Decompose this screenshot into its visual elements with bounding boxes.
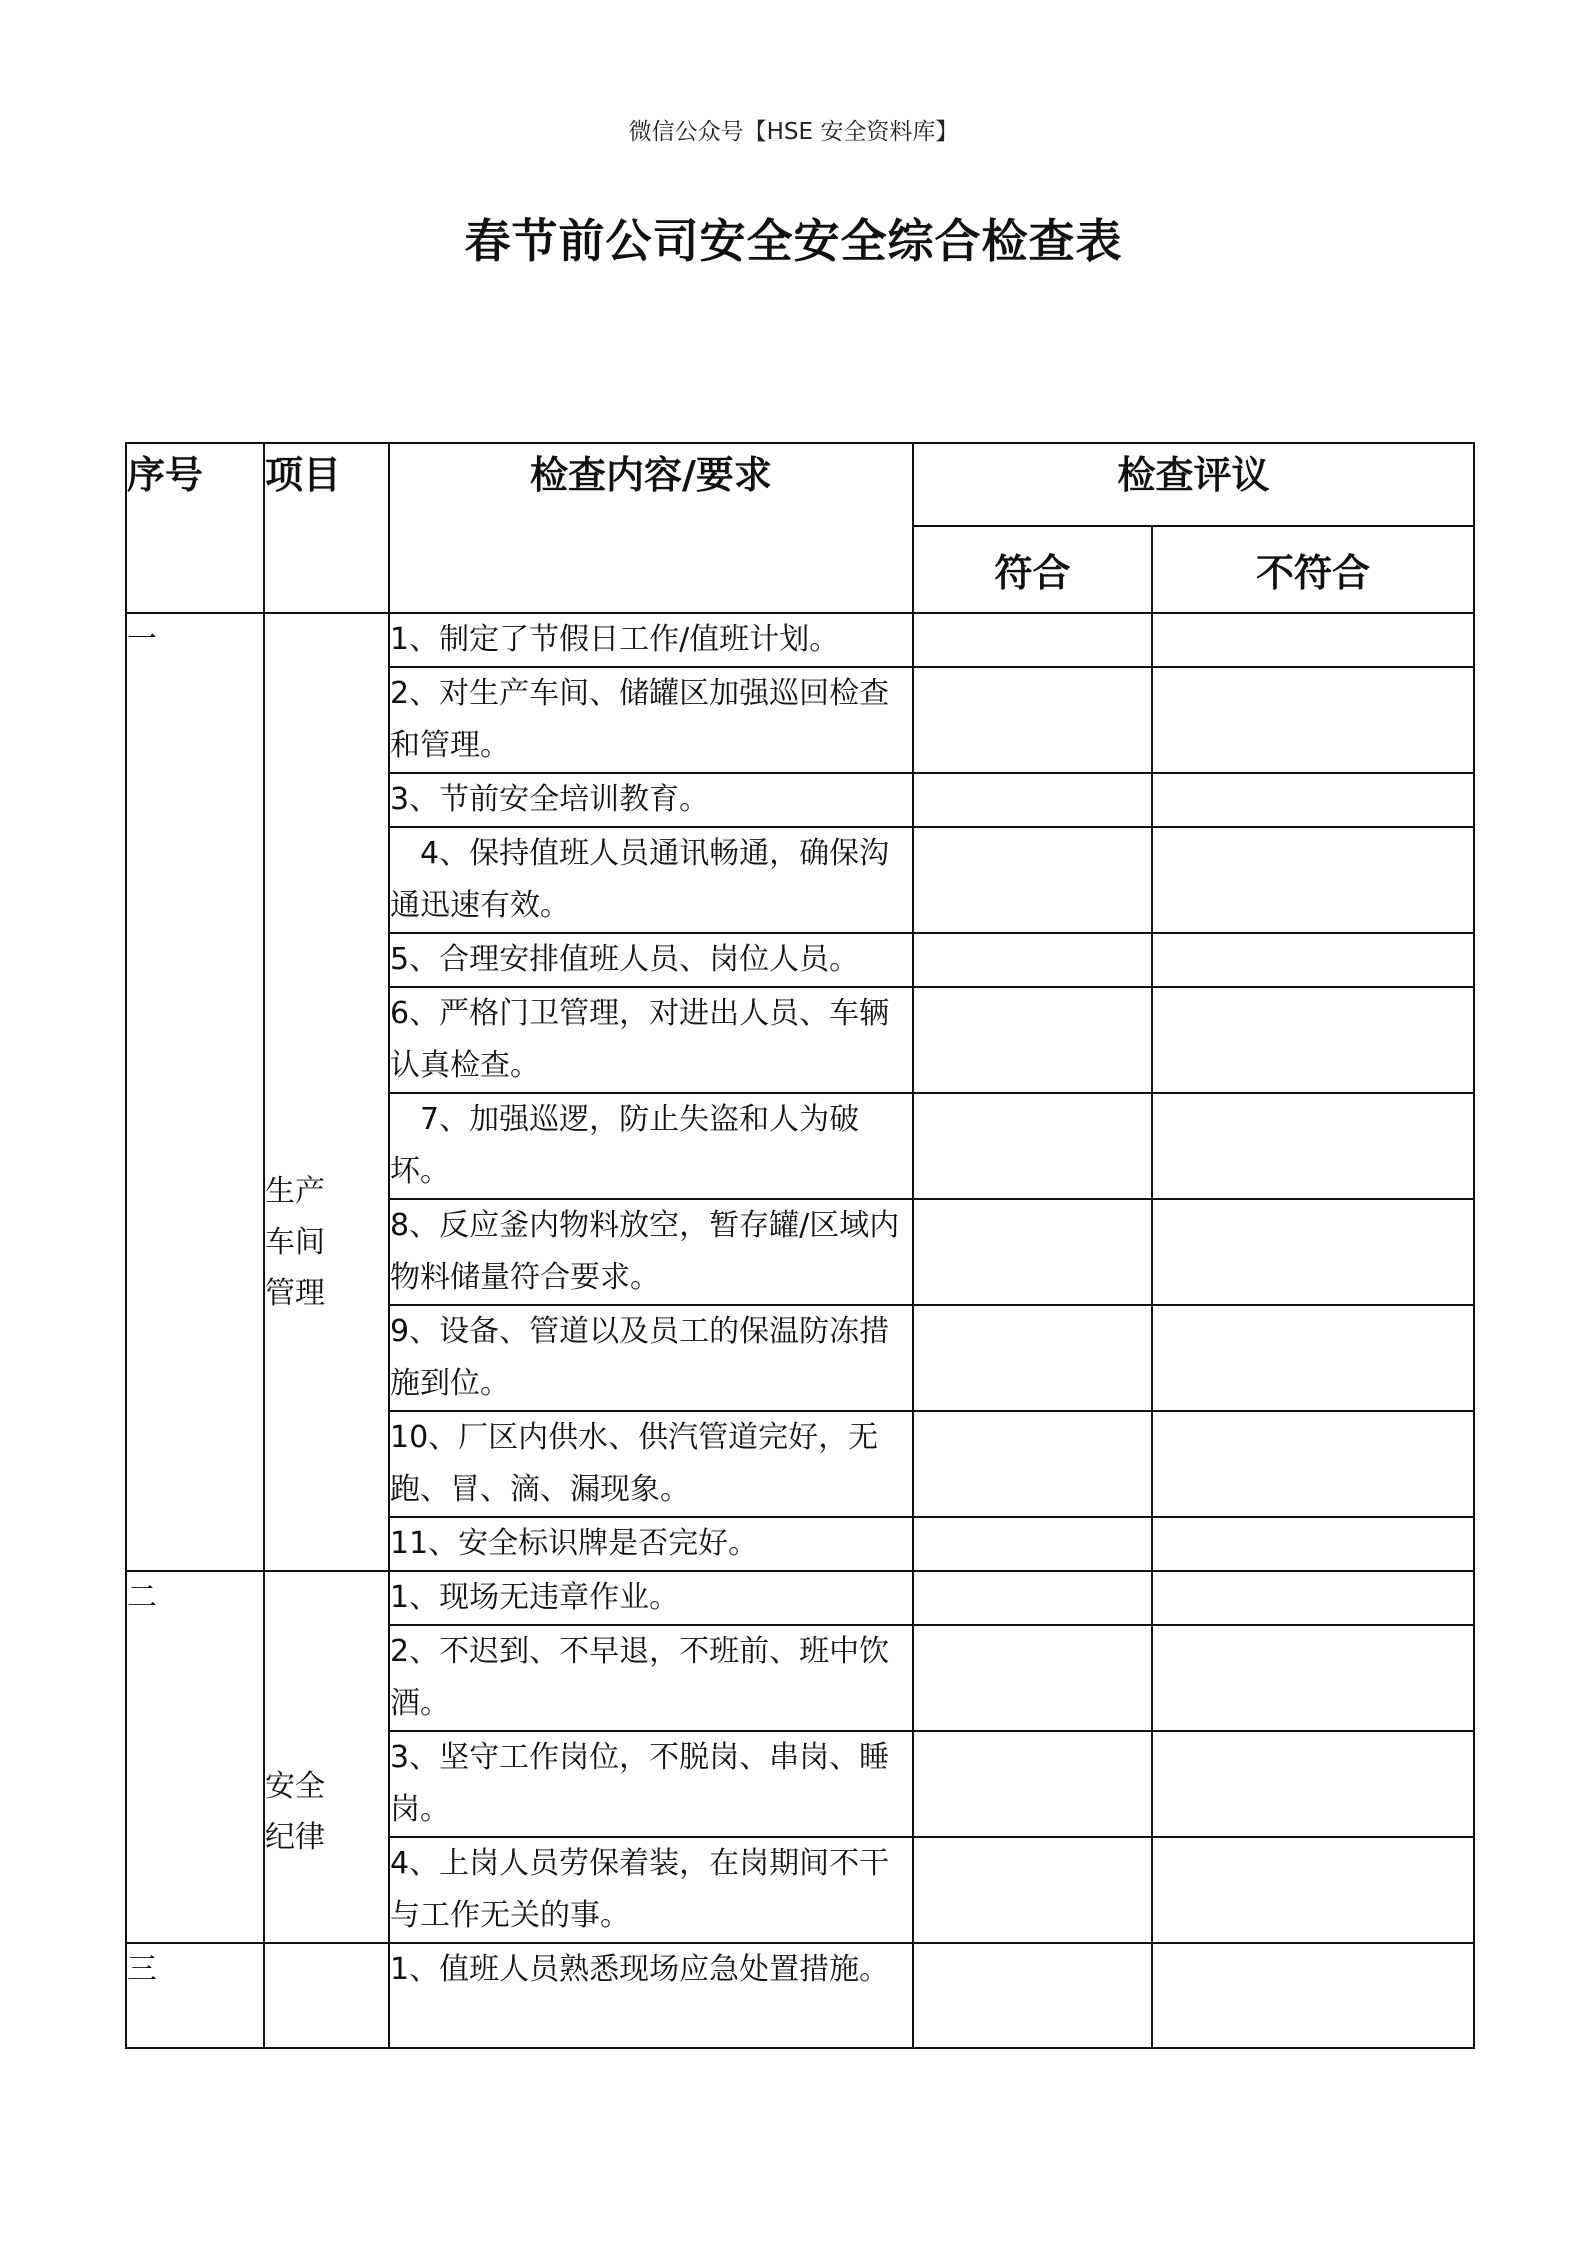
nonconform-cell[interactable] (1152, 1625, 1474, 1731)
check-item: 4、保持值班人员通讯畅通，确保沟通迅速有效。 (389, 827, 913, 933)
table-row (126, 1943, 1474, 2048)
nonconform-cell[interactable] (1152, 667, 1474, 773)
section-seq: 三 (126, 1943, 264, 2048)
category-line: 纪律 (265, 1820, 325, 1855)
nonconform-cell[interactable] (1152, 1411, 1474, 1517)
check-item: 1、现场无违章作业。 (389, 1571, 913, 1625)
page-title: 春节前公司安全安全综合检查表 (464, 214, 1123, 268)
section-category (264, 1571, 389, 1943)
section-seq: 二 (126, 1571, 264, 1943)
section-category (264, 613, 389, 1571)
check-item: 3、节前安全培训教育。 (389, 773, 913, 827)
check-item: 9、设备、管道以及员工的保温防冻措施到位。 (389, 1305, 913, 1411)
category-line: 安全 (265, 1769, 325, 1804)
header-note: 微信公众号【HSE 安全资料库】 (628, 119, 959, 145)
check-item: 2、不迟到、不早退，不班前、班中饮酒。 (389, 1625, 913, 1731)
nonconform-cell[interactable] (1152, 827, 1474, 933)
conform-cell[interactable] (913, 933, 1152, 987)
section-category (264, 1943, 389, 2048)
conform-cell[interactable] (913, 613, 1152, 667)
conform-cell[interactable] (913, 1943, 1152, 2048)
header-project: 项目 (264, 443, 389, 613)
check-item: 7、加强巡逻，防止失盗和人为破坏。 (389, 1093, 913, 1199)
conform-cell[interactable] (913, 1625, 1152, 1731)
inspection-table (125, 442, 1475, 2049)
check-item: 6、严格门卫管理，对进出人员、车辆认真检查。 (389, 987, 913, 1093)
nonconform-cell[interactable] (1152, 1571, 1474, 1625)
conform-cell[interactable] (913, 987, 1152, 1093)
check-item: 1、值班人员熟悉现场应急处置措施。 (389, 1943, 913, 2048)
nonconform-cell[interactable] (1152, 1517, 1474, 1571)
check-item: 8、反应釜内物料放空，暂存罐/区域内物料储量符合要求。 (389, 1199, 913, 1305)
category-line: 车间 (265, 1224, 325, 1260)
conform-cell[interactable] (913, 773, 1152, 827)
check-item: 3、坚守工作岗位，不脱岗、串岗、睡岗。 (389, 1731, 913, 1837)
nonconform-cell[interactable] (1152, 933, 1474, 987)
conform-cell[interactable] (913, 667, 1152, 773)
check-item: 10、厂区内供水、供汽管道完好，无跑、冒、滴、漏现象。 (389, 1411, 913, 1517)
conform-cell[interactable] (913, 1837, 1152, 1943)
nonconform-cell[interactable] (1152, 1837, 1474, 1943)
check-item: 2、对生产车间、储罐区加强巡回检查和管理。 (389, 667, 913, 773)
nonconform-cell[interactable] (1152, 1199, 1474, 1305)
header-content: 检查内容/要求 (389, 443, 913, 613)
check-item: 5、合理安排值班人员、岗位人员。 (389, 933, 913, 987)
check-item: 1、制定了节假日工作/值班计划。 (389, 613, 913, 667)
table-row (126, 1571, 1474, 1625)
section-seq: 一 (126, 613, 264, 1571)
conform-cell[interactable] (913, 1199, 1152, 1305)
header-nonconform: 不符合 (1152, 526, 1474, 613)
nonconform-cell[interactable] (1152, 1305, 1474, 1411)
conform-cell[interactable] (913, 1517, 1152, 1571)
conform-cell[interactable] (913, 1411, 1152, 1517)
nonconform-cell[interactable] (1152, 987, 1474, 1093)
nonconform-cell[interactable] (1152, 773, 1474, 827)
header-conform: 符合 (913, 526, 1152, 613)
nonconform-cell[interactable] (1152, 1943, 1474, 2048)
table-row (126, 613, 1474, 667)
header-review: 检查评议 (913, 443, 1474, 526)
category-line: 生产 (265, 1173, 325, 1209)
conform-cell[interactable] (913, 1305, 1152, 1411)
conform-cell[interactable] (913, 827, 1152, 933)
conform-cell[interactable] (913, 1093, 1152, 1199)
conform-cell[interactable] (913, 1731, 1152, 1837)
nonconform-cell[interactable] (1152, 613, 1474, 667)
nonconform-cell[interactable] (1152, 1093, 1474, 1199)
check-item: 4、上岗人员劳保着装，在岗期间不干与工作无关的事。 (389, 1837, 913, 1943)
header-seq: 序号 (126, 443, 264, 613)
check-item: 11、安全标识牌是否完好。 (389, 1517, 913, 1571)
category-line: 管理 (265, 1275, 325, 1311)
conform-cell[interactable] (913, 1571, 1152, 1625)
nonconform-cell[interactable] (1152, 1731, 1474, 1837)
